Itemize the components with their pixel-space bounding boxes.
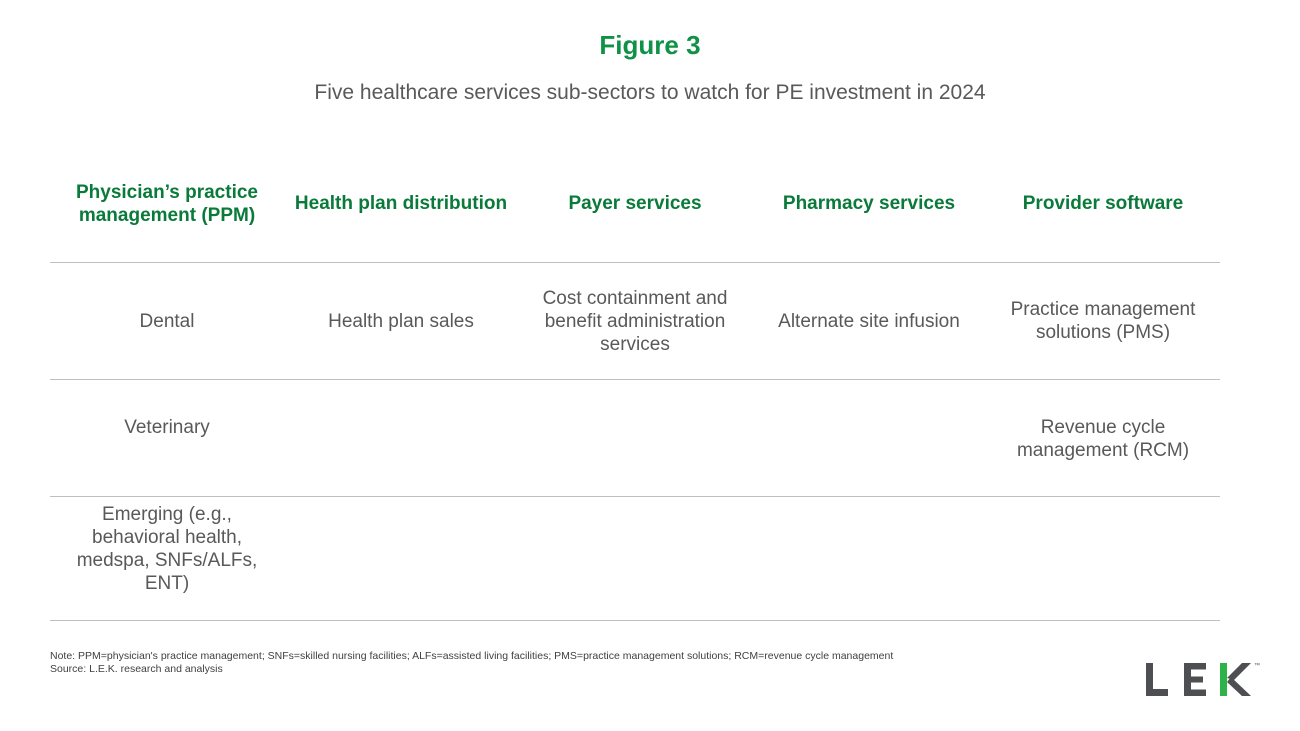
table-cell: Alternate site infusion [778, 310, 960, 332]
table-cell: Health plan sales [328, 310, 474, 332]
table-cell: Veterinary [124, 417, 210, 438]
table-header-row [50, 145, 1220, 263]
svg-text:™: ™ [1254, 663, 1260, 669]
table-cell: Emerging (e.g., behavioral health, medspa, SNFs/ALFs, ENT) [76, 504, 258, 594]
figure-title: Figure 3 [599, 30, 701, 60]
table-cell [752, 380, 986, 496]
table-cell [986, 497, 1220, 620]
subsector-table [50, 145, 1220, 621]
lek-logo [1144, 660, 1264, 700]
table-cell [518, 497, 752, 620]
table-cell: Revenue cycle management (RCM) [1016, 417, 1190, 461]
table-cell [518, 380, 752, 496]
table-cell: Practice management solutions (PMS) [1010, 299, 1196, 343]
header-health-plan-distribution: Health plan distribution [294, 193, 508, 214]
header-pharmacy-services: Pharmacy services [782, 193, 956, 214]
note-text: Note: PPM=physician's practice management; SNFs=skilled nursing facilities; ALFs=assisted living facilities; PMS=practice management solutions; RCM=revenue cycle management [50, 650, 894, 662]
header-ppm: Physician’s practice management (PPM) [75, 181, 258, 226]
table-cell [284, 380, 518, 496]
table-cell: Dental [139, 310, 195, 332]
table-cell [752, 497, 986, 620]
table-row [50, 380, 1220, 497]
header-payer-services: Payer services [568, 193, 702, 214]
header-provider-software: Provider software [1022, 193, 1184, 214]
footnote [50, 650, 893, 676]
source-text: Source: L.E.K. research and analysis [50, 663, 223, 675]
table-row [50, 263, 1220, 380]
figure-subtitle: Five healthcare services sub-sectors to watch for PE investment in 2024 [314, 81, 986, 104]
table-cell: Cost containment and benefit administration services [542, 287, 728, 355]
table-row [50, 497, 1220, 621]
table-cell [284, 497, 518, 620]
